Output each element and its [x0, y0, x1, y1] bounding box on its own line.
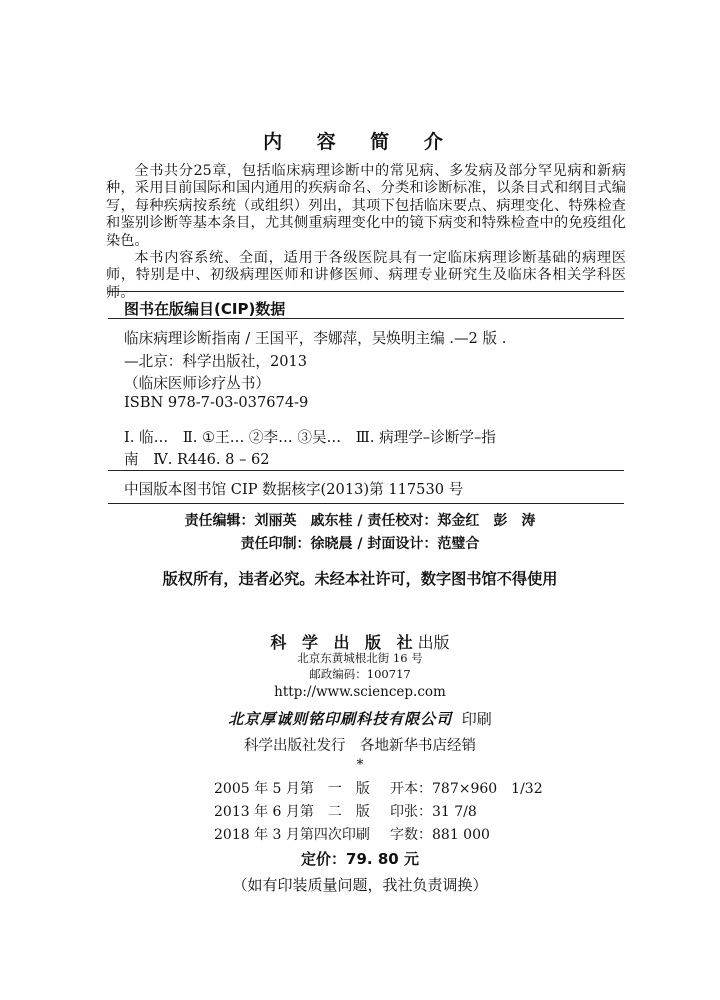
- printer-line: [0, 708, 720, 729]
- edition-date: 2013 年 6 月第 二 版: [214, 804, 370, 820]
- edition-row: [214, 824, 490, 844]
- responsibility-line-2: 责任印制：徐晓晨 / 封面设计：范璧合: [240, 536, 480, 552]
- summary-paragraph-2: 本书内容系统、全面，适用于各级医院具有一定临床病理诊断基础的病理医师，特别是中、初级病理医师和讲修医师、病理专业研究生及临床各相关学科医师。: [106, 250, 626, 301]
- printer-suffix: 印刷: [461, 710, 492, 728]
- divider: [108, 470, 624, 471]
- publisher-address: 北京东黄城根北街 16 号: [297, 651, 423, 665]
- cip-line-6: 南 Ⅳ. R446. 8 – 62: [124, 451, 270, 468]
- summary-text: [106, 163, 626, 302]
- printer-name: 北京厚诚则铭印刷科技有限公司: [228, 710, 453, 728]
- cip-line-5: Ⅰ. 临… Ⅱ. ①王… ②李… ③吴… Ⅲ. 病理学–诊断学–指: [124, 429, 496, 446]
- edition-spec: 字数：881 000: [390, 827, 490, 843]
- cip-record: 中国版本图书馆 CIP 数据核字(2013)第 117530 号: [124, 481, 464, 498]
- edition-date: 2005 年 5 月第 一 版: [214, 781, 370, 797]
- divider: [108, 503, 624, 504]
- edition-spec: 开本：787×960 1/32: [390, 781, 543, 797]
- quality-note: （如有印装质量问题，我社负责调换）: [232, 876, 488, 894]
- divider: [108, 291, 624, 292]
- summary-paragraph-1: 全书共分25章，包括临床病理诊断中的常见病、多发病及部分罕见病和新病种，采用目前国际和国内通用的疾病命名、分类和诊断标准，以条目式和纲目式编写，每种疾病按系统（或组织）列出，其项下包括临床要点、病理变化、特殊检查和鉴别诊断等基本条目，尤其侧重病理变化中的镜下病变和特殊检查中的免疫组化染色。: [106, 163, 626, 249]
- summary-title: 内 容 简 介: [263, 131, 457, 153]
- separator-star: *: [356, 757, 364, 773]
- edition-spec: 印张：31 7/8: [390, 804, 477, 820]
- distribution-line: 科学出版社发行 各地新华书店经销: [244, 738, 476, 754]
- price: 定价：79. 80 元: [301, 850, 419, 868]
- edition-row: [214, 778, 543, 798]
- publisher-url: http://www.sciencep.com: [274, 684, 446, 700]
- cip-line-3: （临床医师诊疗丛书）: [124, 375, 270, 392]
- divider: [108, 318, 624, 319]
- edition-date: 2018 年 3 月第四次印刷: [214, 827, 370, 843]
- cip-line-1: 临床病理诊断指南 / 王国平，李娜萍，吴焕明主编 .—2 版 .: [124, 330, 507, 347]
- cip-line-4: ISBN 978-7-03-037674-9: [124, 394, 309, 411]
- publisher-name: 科 学 出 版 社: [270, 633, 418, 652]
- publisher-suffix: 出版: [417, 633, 450, 652]
- edition-row: [214, 801, 477, 821]
- publisher-postcode: 邮政编码：100717: [309, 667, 411, 681]
- responsibility-line-1: 责任编辑：刘丽英 戚东桂 / 责任校对：郑金红 彭 涛: [184, 513, 536, 529]
- cip-heading: 图书在版编目(CIP)数据: [124, 300, 286, 318]
- cip-line-2: —北京：科学出版社，2013: [124, 353, 308, 370]
- copyright-notice: 版权所有，违者必究。未经本社许可，数字图书馆不得使用: [162, 570, 558, 588]
